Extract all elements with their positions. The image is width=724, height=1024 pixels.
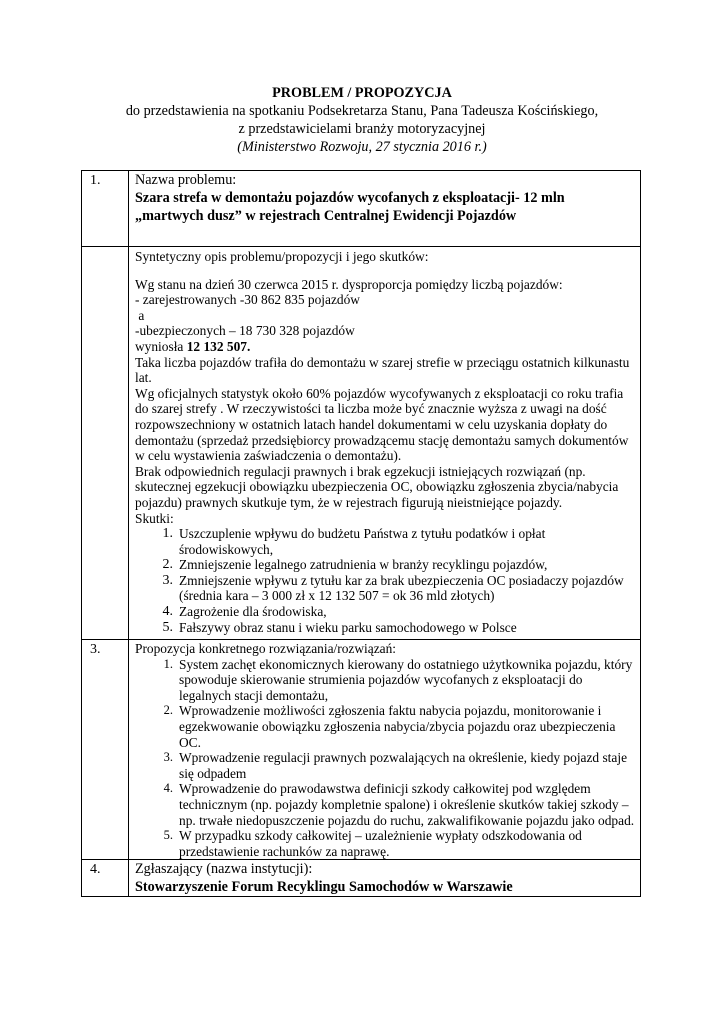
header-line-meeting: do przedstawienia na spotkaniu Podsekretarza Stanu, Pana Tadeusza Kościńskiego, bbox=[125, 103, 599, 119]
problem-name-label: Nazwa problemu: bbox=[135, 172, 237, 188]
description-intro: Wg stanu na dzień 30 czerwca 2015 r. dysproporcja pomiędzy liczbą pojazdów: bbox=[135, 276, 563, 292]
proposals-cell bbox=[129, 640, 641, 860]
row-description bbox=[82, 247, 641, 640]
list-item: 1. System zachęt ekonomicznych kierowany do ostatniego użytkownika pojazdu, który spowoduje skierowanie strumienia pojazdów wycofanych z eksploatacji do legalnych stacji demontażu, bbox=[163, 656, 633, 703]
description-paragraph-2: Wg oficjalnych statystyk około 60% pojazdów wycofywanych z eksploatacji co roku trafia do szarej strefy . W rzeczywistości ta liczba może być znacznie wyższa z uwagi na dość rozpowszechniony w ostatnich latach handel dokumentami w celu uzyskania dopłaty do demontażu (sprzedaż przedsiębiorcy prowadzącemu stację demontażu samych dokumentów w celu wystawienia zaświadczenia o demontażu). bbox=[135, 385, 629, 464]
list-item: 5. W przypadku szkody całkowitej – uzależnienie wypłaty odszkodowania od przedstawienie rachunków za naprawę. bbox=[163, 828, 582, 859]
list-item: 5. Fałszywy obraz stanu i wieku parku samochodowego w Polsce bbox=[162, 619, 517, 635]
row-submitter bbox=[82, 860, 641, 897]
row-number: 4. bbox=[82, 860, 129, 897]
effects-label: Skutki: bbox=[135, 510, 174, 526]
problem-name-value: Szara strefa w demontażu pojazdów wycofanych z eksploatacji- 12 mln „martwych dusz” w rejestrach Centralnej Ewidencji Pojazdów bbox=[135, 189, 565, 224]
list-item: 1. Uszczuplenie wpływu do budżetu Państwa z tytułu podatków i opłat środowiskowych, bbox=[162, 526, 546, 557]
description-paragraph-3: Brak odpowiednich regulacji prawnych i brak egzekucji istniejących rozwiązań (np. skutecznej egzekucji obowiązku ubezpieczenia OC, obowiązku zgłoszenia zbycia/nabycia pojazdu) prawnych skutkuje tym, że w rejestrach figurują nieistniejące pojazdy. bbox=[135, 463, 619, 510]
list-item: 4. Wprowadzenie do prawodawstwa definicji szkody całkowitej pod względem technicznym (np. pojazdy kompletnie spalone) i określenie skutków takiej szkody – np. trwałe niedopuszczenie pojazdu do ruchu, zakwalifikowanie pojazdu jako odpad. bbox=[163, 781, 635, 828]
insured-vehicles: -ubezpieczonych – 18 730 328 pojazdów bbox=[135, 323, 355, 339]
submitter-institution: Stowarzyszenie Forum Recyklingu Samochodów w Warszawie bbox=[135, 878, 513, 895]
description-label: Syntetyczny opis problemu/propozycji i jego skutków: bbox=[135, 249, 429, 264]
difference-line bbox=[135, 339, 636, 355]
row-problem-name bbox=[82, 171, 641, 247]
difference-prefix: wyniosła bbox=[135, 338, 187, 354]
list-item: 3. Wprowadzenie regulacji prawnych pozwalających na określenie, kiedy pojazd staje się odpadem bbox=[163, 750, 628, 781]
list-item: 3. Zmniejszenie wpływu z tytułu kar za brak ubezpieczenia OC posiadaczy pojazdów (średnia kara – 3 000 zł x 12 132 507 = ok 36 mld złotych) bbox=[162, 572, 624, 604]
header-line-ministry-date: (Ministerstwo Rozwoju, 27 stycznia 2016 r.) bbox=[237, 139, 487, 155]
list-item: 2. Wprowadzenie możliwości zgłoszenia faktu nabycia pojazdu, monitorowanie i egzekwowanie obowiązku zgłoszenia nabycia/zbycia pojazdu oraz ubezpieczenia OC. bbox=[163, 703, 616, 750]
proposals-label: Propozycja konkretnego rozwiązania/rozwiązań: bbox=[135, 641, 396, 656]
registered-vehicles: - zarejestrowanych -30 862 835 pojazdów bbox=[135, 292, 360, 308]
row-proposals bbox=[82, 640, 641, 860]
proposals-list bbox=[135, 657, 636, 860]
row-number: 1. bbox=[82, 171, 129, 247]
row-number: 3. bbox=[82, 640, 129, 860]
conjunction-and: a bbox=[135, 307, 145, 323]
difference-amount: 12 132 507. bbox=[186, 338, 251, 354]
list-item: 2. Zmniejszenie legalnego zatrudnienia w branży recyklingu pojazdów, bbox=[162, 557, 548, 573]
submitter-label: Zgłaszający (nazwa instytucji): bbox=[135, 861, 313, 878]
problem-name-cell bbox=[129, 171, 641, 247]
document-header bbox=[0, 84, 724, 156]
header-line-industry: z przedstawicielami branży motoryzacyjnej bbox=[238, 121, 486, 137]
row-number bbox=[82, 247, 129, 640]
document-title: PROBLEM / PROPOZYCJA bbox=[272, 85, 452, 101]
description-paragraph-1: Taka liczba pojazdów trafiła do demontażu w szarej strefie w przeciągu ostatnich kilkunastu lat. bbox=[135, 354, 630, 386]
list-item: 4. Zagrożenie dla środowiska, bbox=[162, 604, 327, 620]
effects-list bbox=[135, 526, 636, 635]
proposal-table bbox=[81, 170, 641, 897]
submitter-cell bbox=[129, 860, 641, 897]
description-cell bbox=[129, 247, 641, 640]
